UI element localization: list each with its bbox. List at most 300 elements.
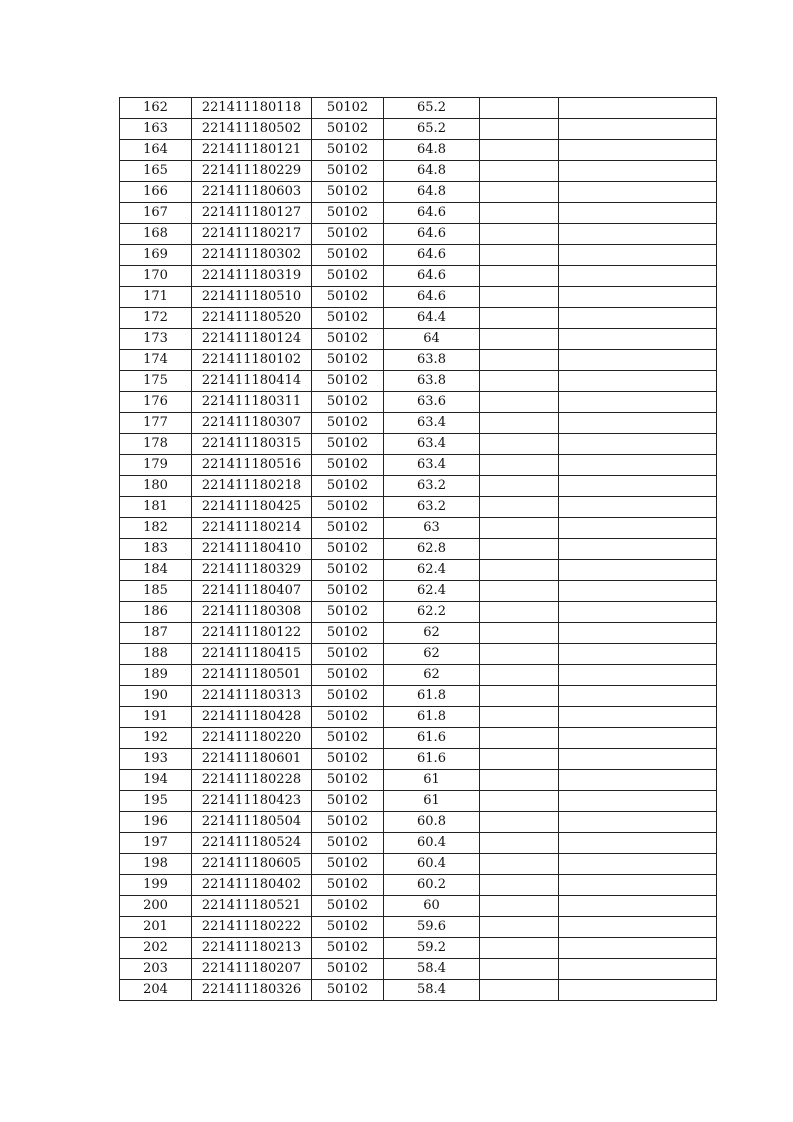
rank-cell: 164 bbox=[120, 140, 192, 161]
empty-cell bbox=[559, 308, 717, 329]
subject-code-cell: 50102 bbox=[312, 728, 384, 749]
rank-cell: 179 bbox=[120, 455, 192, 476]
score-cell: 64.4 bbox=[384, 308, 480, 329]
exam-id-cell: 221411180319 bbox=[192, 266, 312, 287]
rank-cell: 186 bbox=[120, 602, 192, 623]
rank-cell: 167 bbox=[120, 203, 192, 224]
empty-cell bbox=[559, 917, 717, 938]
score-cell: 64.6 bbox=[384, 266, 480, 287]
subject-code-cell: 50102 bbox=[312, 938, 384, 959]
score-cell: 62 bbox=[384, 644, 480, 665]
table-row bbox=[120, 980, 717, 1001]
rank-cell: 197 bbox=[120, 833, 192, 854]
table-row bbox=[120, 602, 717, 623]
table-row bbox=[120, 224, 717, 245]
subject-code-cell: 50102 bbox=[312, 980, 384, 1001]
empty-cell bbox=[559, 497, 717, 518]
subject-code-cell: 50102 bbox=[312, 686, 384, 707]
empty-cell bbox=[480, 560, 559, 581]
empty-cell bbox=[559, 224, 717, 245]
subject-code-cell: 50102 bbox=[312, 329, 384, 350]
table-row bbox=[120, 707, 717, 728]
exam-id-cell: 221411180402 bbox=[192, 875, 312, 896]
subject-code-cell: 50102 bbox=[312, 749, 384, 770]
table-row bbox=[120, 518, 717, 539]
empty-cell bbox=[480, 455, 559, 476]
rank-cell: 183 bbox=[120, 539, 192, 560]
score-cell: 59.2 bbox=[384, 938, 480, 959]
empty-cell bbox=[559, 98, 717, 119]
empty-cell bbox=[480, 770, 559, 791]
rank-cell: 192 bbox=[120, 728, 192, 749]
table-row bbox=[120, 329, 717, 350]
table-row bbox=[120, 791, 717, 812]
subject-code-cell: 50102 bbox=[312, 371, 384, 392]
score-cell: 58.4 bbox=[384, 959, 480, 980]
empty-cell bbox=[559, 896, 717, 917]
exam-id-cell: 221411180121 bbox=[192, 140, 312, 161]
rank-cell: 184 bbox=[120, 560, 192, 581]
subject-code-cell: 50102 bbox=[312, 791, 384, 812]
empty-cell bbox=[480, 644, 559, 665]
score-cell: 63 bbox=[384, 518, 480, 539]
exam-id-cell: 221411180213 bbox=[192, 938, 312, 959]
exam-id-cell: 221411180603 bbox=[192, 182, 312, 203]
subject-code-cell: 50102 bbox=[312, 707, 384, 728]
exam-id-cell: 221411180118 bbox=[192, 98, 312, 119]
exam-id-cell: 221411180501 bbox=[192, 665, 312, 686]
exam-id-cell: 221411180207 bbox=[192, 959, 312, 980]
table-row bbox=[120, 476, 717, 497]
rank-cell: 176 bbox=[120, 392, 192, 413]
empty-cell bbox=[480, 812, 559, 833]
exam-id-cell: 221411180516 bbox=[192, 455, 312, 476]
subject-code-cell: 50102 bbox=[312, 539, 384, 560]
exam-id-cell: 221411180415 bbox=[192, 644, 312, 665]
table-row bbox=[120, 896, 717, 917]
exam-id-cell: 221411180102 bbox=[192, 350, 312, 371]
empty-cell bbox=[559, 623, 717, 644]
exam-id-cell: 221411180601 bbox=[192, 749, 312, 770]
table-row bbox=[120, 203, 717, 224]
empty-cell bbox=[559, 686, 717, 707]
score-cell: 64.6 bbox=[384, 224, 480, 245]
empty-cell bbox=[480, 140, 559, 161]
table-row bbox=[120, 434, 717, 455]
score-cell: 64.8 bbox=[384, 140, 480, 161]
rank-cell: 177 bbox=[120, 413, 192, 434]
exam-id-cell: 221411180428 bbox=[192, 707, 312, 728]
empty-cell bbox=[480, 392, 559, 413]
rank-cell: 204 bbox=[120, 980, 192, 1001]
score-cell: 60.4 bbox=[384, 854, 480, 875]
exam-id-cell: 221411180308 bbox=[192, 602, 312, 623]
table-row bbox=[120, 392, 717, 413]
rank-cell: 162 bbox=[120, 98, 192, 119]
score-cell: 61 bbox=[384, 770, 480, 791]
rank-cell: 173 bbox=[120, 329, 192, 350]
empty-cell bbox=[480, 224, 559, 245]
empty-cell bbox=[480, 707, 559, 728]
subject-code-cell: 50102 bbox=[312, 287, 384, 308]
table-body bbox=[120, 98, 717, 1001]
rank-cell: 202 bbox=[120, 938, 192, 959]
subject-code-cell: 50102 bbox=[312, 602, 384, 623]
rank-cell: 203 bbox=[120, 959, 192, 980]
score-cell: 64 bbox=[384, 329, 480, 350]
exam-id-cell: 221411180326 bbox=[192, 980, 312, 1001]
exam-id-cell: 221411180122 bbox=[192, 623, 312, 644]
exam-id-cell: 221411180407 bbox=[192, 581, 312, 602]
empty-cell bbox=[559, 140, 717, 161]
subject-code-cell: 50102 bbox=[312, 119, 384, 140]
score-cell: 64.8 bbox=[384, 182, 480, 203]
rank-cell: 201 bbox=[120, 917, 192, 938]
score-cell: 64.8 bbox=[384, 161, 480, 182]
empty-cell bbox=[480, 161, 559, 182]
empty-cell bbox=[480, 581, 559, 602]
empty-cell bbox=[480, 245, 559, 266]
empty-cell bbox=[559, 287, 717, 308]
exam-id-cell: 221411180222 bbox=[192, 917, 312, 938]
score-cell: 61.6 bbox=[384, 728, 480, 749]
table-row bbox=[120, 497, 717, 518]
empty-cell bbox=[559, 434, 717, 455]
empty-cell bbox=[559, 161, 717, 182]
score-cell: 62 bbox=[384, 623, 480, 644]
empty-cell bbox=[559, 476, 717, 497]
table-row bbox=[120, 833, 717, 854]
score-cell: 63.8 bbox=[384, 371, 480, 392]
exam-id-cell: 221411180524 bbox=[192, 833, 312, 854]
exam-id-cell: 221411180425 bbox=[192, 497, 312, 518]
subject-code-cell: 50102 bbox=[312, 896, 384, 917]
rank-cell: 172 bbox=[120, 308, 192, 329]
empty-cell bbox=[480, 980, 559, 1001]
empty-cell bbox=[480, 686, 559, 707]
subject-code-cell: 50102 bbox=[312, 623, 384, 644]
empty-cell bbox=[480, 182, 559, 203]
table-row bbox=[120, 875, 717, 896]
rank-cell: 168 bbox=[120, 224, 192, 245]
subject-code-cell: 50102 bbox=[312, 224, 384, 245]
score-cell: 63.4 bbox=[384, 434, 480, 455]
empty-cell bbox=[559, 245, 717, 266]
subject-code-cell: 50102 bbox=[312, 959, 384, 980]
rank-cell: 200 bbox=[120, 896, 192, 917]
table-row bbox=[120, 770, 717, 791]
exam-id-cell: 221411180220 bbox=[192, 728, 312, 749]
table-row bbox=[120, 560, 717, 581]
table-row bbox=[120, 287, 717, 308]
table-row bbox=[120, 245, 717, 266]
empty-cell bbox=[480, 623, 559, 644]
score-cell: 60.8 bbox=[384, 812, 480, 833]
table-row bbox=[120, 854, 717, 875]
empty-cell bbox=[559, 119, 717, 140]
empty-cell bbox=[480, 791, 559, 812]
empty-cell bbox=[559, 707, 717, 728]
empty-cell bbox=[559, 728, 717, 749]
empty-cell bbox=[559, 413, 717, 434]
empty-cell bbox=[559, 644, 717, 665]
subject-code-cell: 50102 bbox=[312, 833, 384, 854]
score-cell: 61.8 bbox=[384, 707, 480, 728]
score-cell: 64.6 bbox=[384, 203, 480, 224]
empty-cell bbox=[480, 728, 559, 749]
empty-cell bbox=[480, 98, 559, 119]
empty-cell bbox=[559, 266, 717, 287]
subject-code-cell: 50102 bbox=[312, 245, 384, 266]
empty-cell bbox=[559, 854, 717, 875]
rank-cell: 174 bbox=[120, 350, 192, 371]
score-cell: 63.6 bbox=[384, 392, 480, 413]
score-cell: 64.6 bbox=[384, 287, 480, 308]
empty-cell bbox=[480, 329, 559, 350]
table-row bbox=[120, 539, 717, 560]
rank-cell: 180 bbox=[120, 476, 192, 497]
score-cell: 65.2 bbox=[384, 119, 480, 140]
empty-cell bbox=[559, 959, 717, 980]
empty-cell bbox=[480, 854, 559, 875]
empty-cell bbox=[559, 875, 717, 896]
rank-cell: 181 bbox=[120, 497, 192, 518]
table-row bbox=[120, 812, 717, 833]
rank-cell: 196 bbox=[120, 812, 192, 833]
empty-cell bbox=[559, 938, 717, 959]
score-cell: 62.4 bbox=[384, 560, 480, 581]
exam-id-cell: 221411180315 bbox=[192, 434, 312, 455]
score-cell: 60.4 bbox=[384, 833, 480, 854]
table-row bbox=[120, 455, 717, 476]
table-row bbox=[120, 728, 717, 749]
rank-cell: 165 bbox=[120, 161, 192, 182]
empty-cell bbox=[559, 749, 717, 770]
subject-code-cell: 50102 bbox=[312, 875, 384, 896]
rank-cell: 182 bbox=[120, 518, 192, 539]
empty-cell bbox=[559, 371, 717, 392]
exam-id-cell: 221411180510 bbox=[192, 287, 312, 308]
subject-code-cell: 50102 bbox=[312, 812, 384, 833]
exam-id-cell: 221411180605 bbox=[192, 854, 312, 875]
subject-code-cell: 50102 bbox=[312, 161, 384, 182]
table-row bbox=[120, 581, 717, 602]
subject-code-cell: 50102 bbox=[312, 455, 384, 476]
score-cell: 63.4 bbox=[384, 413, 480, 434]
empty-cell bbox=[559, 581, 717, 602]
exam-id-cell: 221411180127 bbox=[192, 203, 312, 224]
subject-code-cell: 50102 bbox=[312, 560, 384, 581]
subject-code-cell: 50102 bbox=[312, 140, 384, 161]
score-cell: 62 bbox=[384, 665, 480, 686]
empty-cell bbox=[559, 602, 717, 623]
subject-code-cell: 50102 bbox=[312, 770, 384, 791]
empty-cell bbox=[480, 938, 559, 959]
empty-cell bbox=[480, 917, 559, 938]
empty-cell bbox=[480, 539, 559, 560]
score-cell: 59.6 bbox=[384, 917, 480, 938]
empty-cell bbox=[480, 833, 559, 854]
exam-id-cell: 221411180229 bbox=[192, 161, 312, 182]
empty-cell bbox=[480, 518, 559, 539]
empty-cell bbox=[559, 329, 717, 350]
exam-id-cell: 221411180217 bbox=[192, 224, 312, 245]
score-cell: 62.2 bbox=[384, 602, 480, 623]
exam-id-cell: 221411180410 bbox=[192, 539, 312, 560]
subject-code-cell: 50102 bbox=[312, 854, 384, 875]
table-row bbox=[120, 350, 717, 371]
rank-cell: 190 bbox=[120, 686, 192, 707]
empty-cell bbox=[559, 392, 717, 413]
score-cell: 60 bbox=[384, 896, 480, 917]
exam-id-cell: 221411180521 bbox=[192, 896, 312, 917]
empty-cell bbox=[559, 791, 717, 812]
subject-code-cell: 50102 bbox=[312, 518, 384, 539]
rank-cell: 175 bbox=[120, 371, 192, 392]
subject-code-cell: 50102 bbox=[312, 413, 384, 434]
table-row bbox=[120, 959, 717, 980]
subject-code-cell: 50102 bbox=[312, 308, 384, 329]
rank-cell: 169 bbox=[120, 245, 192, 266]
subject-code-cell: 50102 bbox=[312, 98, 384, 119]
score-cell: 63.2 bbox=[384, 476, 480, 497]
table-row bbox=[120, 917, 717, 938]
empty-cell bbox=[480, 119, 559, 140]
score-cell: 61 bbox=[384, 791, 480, 812]
rank-cell: 185 bbox=[120, 581, 192, 602]
subject-code-cell: 50102 bbox=[312, 182, 384, 203]
subject-code-cell: 50102 bbox=[312, 665, 384, 686]
rank-cell: 193 bbox=[120, 749, 192, 770]
empty-cell bbox=[480, 875, 559, 896]
table-row bbox=[120, 119, 717, 140]
empty-cell bbox=[559, 518, 717, 539]
table-row bbox=[120, 749, 717, 770]
empty-cell bbox=[480, 287, 559, 308]
exam-id-cell: 221411180313 bbox=[192, 686, 312, 707]
table-row bbox=[120, 371, 717, 392]
subject-code-cell: 50102 bbox=[312, 434, 384, 455]
table-row bbox=[120, 308, 717, 329]
table-row bbox=[120, 644, 717, 665]
table-row bbox=[120, 140, 717, 161]
subject-code-cell: 50102 bbox=[312, 497, 384, 518]
score-table bbox=[119, 97, 717, 1001]
exam-id-cell: 221411180423 bbox=[192, 791, 312, 812]
empty-cell bbox=[559, 665, 717, 686]
score-cell: 64.6 bbox=[384, 245, 480, 266]
empty-cell bbox=[480, 350, 559, 371]
table-row bbox=[120, 266, 717, 287]
subject-code-cell: 50102 bbox=[312, 476, 384, 497]
rank-cell: 170 bbox=[120, 266, 192, 287]
table-row bbox=[120, 161, 717, 182]
empty-cell bbox=[559, 350, 717, 371]
empty-cell bbox=[559, 812, 717, 833]
empty-cell bbox=[559, 203, 717, 224]
empty-cell bbox=[559, 833, 717, 854]
score-cell: 63.4 bbox=[384, 455, 480, 476]
subject-code-cell: 50102 bbox=[312, 266, 384, 287]
table-row bbox=[120, 938, 717, 959]
empty-cell bbox=[480, 497, 559, 518]
score-cell: 61.6 bbox=[384, 749, 480, 770]
rank-cell: 198 bbox=[120, 854, 192, 875]
exam-id-cell: 221411180302 bbox=[192, 245, 312, 266]
rank-cell: 171 bbox=[120, 287, 192, 308]
rank-cell: 191 bbox=[120, 707, 192, 728]
rank-cell: 187 bbox=[120, 623, 192, 644]
score-cell: 62.8 bbox=[384, 539, 480, 560]
empty-cell bbox=[480, 308, 559, 329]
exam-id-cell: 221411180502 bbox=[192, 119, 312, 140]
empty-cell bbox=[559, 560, 717, 581]
rank-cell: 199 bbox=[120, 875, 192, 896]
empty-cell bbox=[480, 203, 559, 224]
rank-cell: 166 bbox=[120, 182, 192, 203]
empty-cell bbox=[480, 959, 559, 980]
score-cell: 58.4 bbox=[384, 980, 480, 1001]
subject-code-cell: 50102 bbox=[312, 917, 384, 938]
subject-code-cell: 50102 bbox=[312, 581, 384, 602]
exam-id-cell: 221411180414 bbox=[192, 371, 312, 392]
empty-cell bbox=[480, 896, 559, 917]
rank-cell: 188 bbox=[120, 644, 192, 665]
table-row bbox=[120, 665, 717, 686]
score-cell: 63.2 bbox=[384, 497, 480, 518]
empty-cell bbox=[559, 455, 717, 476]
exam-id-cell: 221411180504 bbox=[192, 812, 312, 833]
table-row bbox=[120, 413, 717, 434]
table-row bbox=[120, 98, 717, 119]
rank-cell: 189 bbox=[120, 665, 192, 686]
empty-cell bbox=[559, 182, 717, 203]
empty-cell bbox=[480, 602, 559, 623]
rank-cell: 163 bbox=[120, 119, 192, 140]
exam-id-cell: 221411180124 bbox=[192, 329, 312, 350]
score-cell: 62.4 bbox=[384, 581, 480, 602]
exam-id-cell: 221411180311 bbox=[192, 392, 312, 413]
empty-cell bbox=[480, 266, 559, 287]
table-row bbox=[120, 623, 717, 644]
empty-cell bbox=[559, 770, 717, 791]
exam-id-cell: 221411180214 bbox=[192, 518, 312, 539]
score-cell: 60.2 bbox=[384, 875, 480, 896]
subject-code-cell: 50102 bbox=[312, 644, 384, 665]
score-cell: 65.2 bbox=[384, 98, 480, 119]
empty-cell bbox=[480, 434, 559, 455]
empty-cell bbox=[480, 371, 559, 392]
rank-cell: 178 bbox=[120, 434, 192, 455]
empty-cell bbox=[559, 980, 717, 1001]
exam-id-cell: 221411180218 bbox=[192, 476, 312, 497]
rank-cell: 194 bbox=[120, 770, 192, 791]
empty-cell bbox=[480, 476, 559, 497]
subject-code-cell: 50102 bbox=[312, 392, 384, 413]
empty-cell bbox=[480, 749, 559, 770]
score-cell: 61.8 bbox=[384, 686, 480, 707]
subject-code-cell: 50102 bbox=[312, 350, 384, 371]
subject-code-cell: 50102 bbox=[312, 203, 384, 224]
exam-id-cell: 221411180520 bbox=[192, 308, 312, 329]
exam-id-cell: 221411180307 bbox=[192, 413, 312, 434]
empty-cell bbox=[480, 665, 559, 686]
table-row bbox=[120, 182, 717, 203]
exam-id-cell: 221411180228 bbox=[192, 770, 312, 791]
score-cell: 63.8 bbox=[384, 350, 480, 371]
empty-cell bbox=[559, 539, 717, 560]
table-row bbox=[120, 686, 717, 707]
